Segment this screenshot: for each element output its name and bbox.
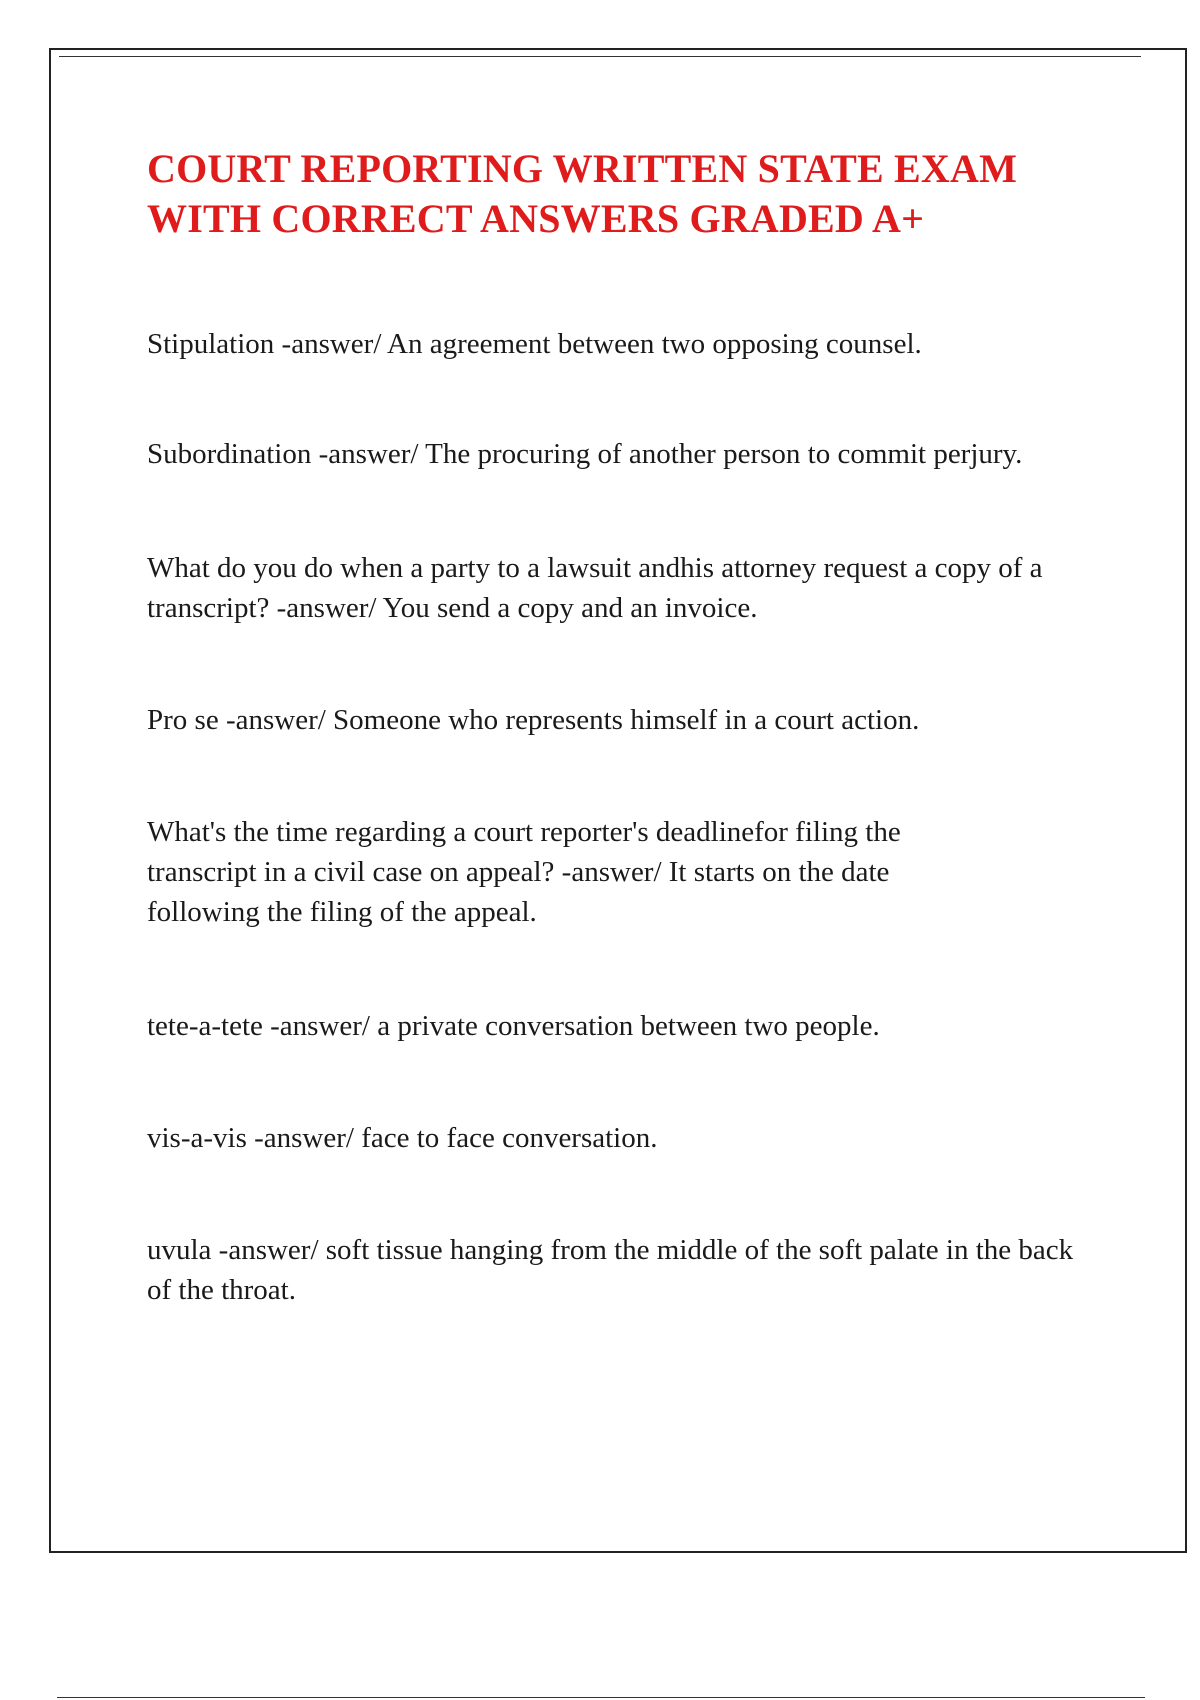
qa-entry-vis-a-vis: vis-a-vis -answer/ face to face conversation. xyxy=(147,1122,658,1154)
qa-entry-appeal-deadline: What's the time regarding a court reporter's deadlinefor filing the transcript in a civil case on appeal? -answer/ It starts on the date following the filing of the appeal. xyxy=(147,816,901,928)
qa-entry-transcript-copy: What do you do when a party to a lawsuit andhis attorney request a copy of a transcript? -answer/ You send a copy and an invoice. xyxy=(147,552,1043,624)
title-line-1: COURT REPORTING WRITTEN STATE EXAM xyxy=(147,146,1018,191)
bottom-rule xyxy=(57,1697,1145,1698)
qa-entry-subordination: Subordination -answer/ The procuring of another person to commit perjury. xyxy=(147,438,1023,470)
document-title xyxy=(147,144,1137,244)
title-line-2: WITH CORRECT ANSWERS GRADED A+ xyxy=(147,196,925,241)
qa-entry-tete-a-tete: tete-a-tete -answer/ a private conversation between two people. xyxy=(147,1010,880,1042)
document-content xyxy=(147,144,1137,1310)
qa-entry-pro-se: Pro se -answer/ Someone who represents himself in a court action. xyxy=(147,704,920,736)
qa-entry-uvula: uvula -answer/ soft tissue hanging from the middle of the soft palate in the back of the throat. xyxy=(147,1234,1074,1306)
qa-list xyxy=(147,324,1137,1310)
qa-entry-stipulation: Stipulation -answer/ An agreement between two opposing counsel. xyxy=(147,328,922,360)
page-frame xyxy=(49,48,1187,1553)
top-rule xyxy=(59,56,1141,57)
